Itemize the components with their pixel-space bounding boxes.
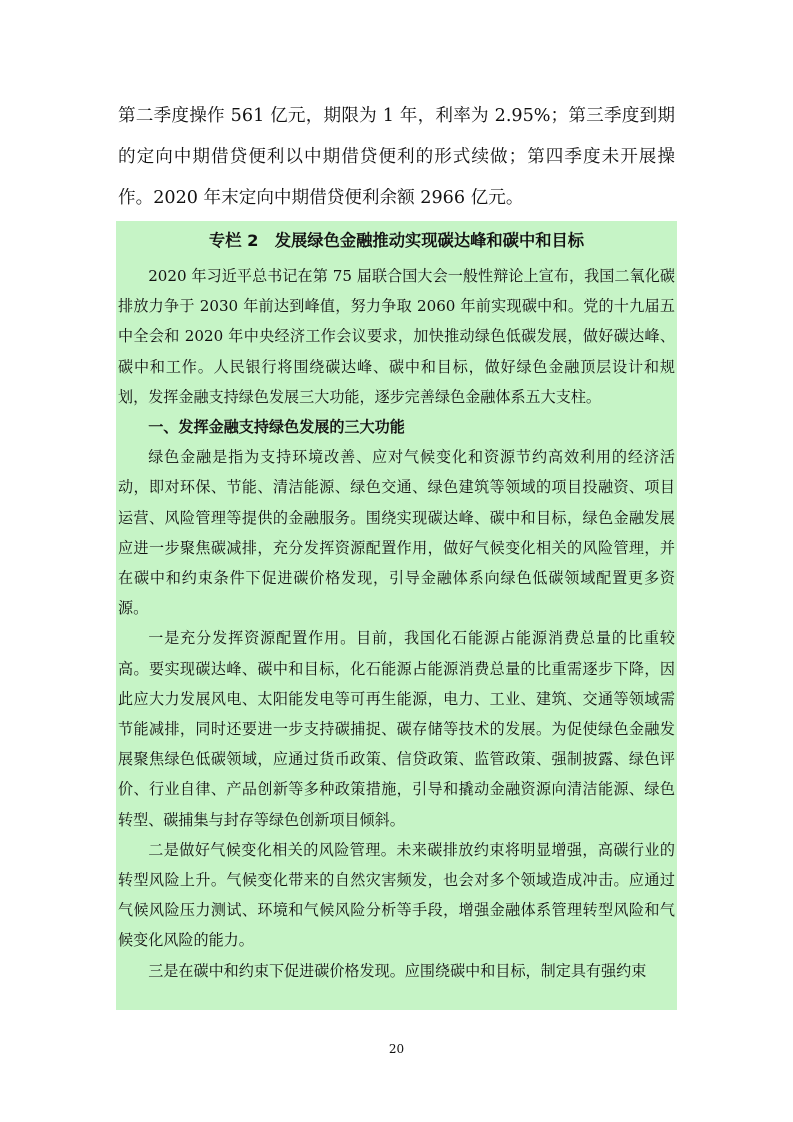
column-paragraph-1: 2020 年习近平总书记在第 75 届联合国大会一般性辩论上宣布，我国二氧化碳排放力争于 2030 年前达到峰值，努力争取 2060 年前实现碳中和。党的十九届五中全会和 2020 年中央经济工作会议要求，加快推动绿色低碳发展，做好碳达峰、碳中和工作。人民银行将围绕碳达峰、碳中和目标，做好绿色金融顶层设计和规划，发挥金融支持绿色发展三大功能，逐步完善绿色金融体系五大支柱。 bbox=[118, 267, 675, 406]
column-title: 专栏 2 发展绿色金融推动实现碳达峰和碳中和目标 bbox=[208, 231, 585, 250]
intro-text bbox=[118, 96, 675, 219]
column-paragraph-5: 三是在碳中和约束下促进碳价格发现。应围绕碳中和目标，制定具有强约束 bbox=[148, 961, 647, 980]
page-number: 20 bbox=[388, 1042, 405, 1056]
column-paragraph-2: 绿色金融是指为支持环境改善、应对气候变化和资源节约高效利用的经济活动，即对环保、节能、清洁能源、绿色交通、绿色建筑等领域的项目投融资、项目运营、风险管理等提供的金融服务。围绕实现碳达峰、碳中和目标，绿色金融发展应进一步聚焦碳减排，充分发挥资源配置作用，做好气候变化相关的风险管理，并在碳中和约束条件下促进碳价格发现，引导金融体系向绿色低碳领域配置更多资源。 bbox=[118, 448, 675, 618]
column-box bbox=[116, 221, 677, 1010]
column-paragraph-3: 一是充分发挥资源配置作用。目前，我国化石能源占能源消费总量的比重较高。要实现碳达峰、碳中和目标，化石能源占能源消费总量的比重需逐步下降，因此应大力发展风电、太阳能发电等可再生能源，电力、工业、建筑、交通等领域需节能减排，同时还要进一步支持碳捕捉、碳存储等技术的发展。为促使绿色金融发展聚焦绿色低碳领域，应通过货币政策、信贷政策、监管政策、强制披露、绿色评价、行业自律、产品创新等多种政策措施，引导和撬动金融资源向清洁能源、绿色转型、碳捕集与封存等绿色创新项目倾斜。 bbox=[118, 629, 675, 829]
section-heading: 一、发挥金融支持绿色发展的三大功能 bbox=[148, 418, 405, 437]
intro-paragraph: 第二季度操作 561 亿元，期限为 1 年，利率为 2.95%；第三季度到期的定向中期借贷便利以中期借贷便利的形式续做；第四季度未开展操作。2020 年末定向中期借贷便利余额 2966 亿元。 bbox=[118, 106, 675, 208]
column-paragraph-4: 二是做好气候变化相关的风险管理。未来碳排放约束将明显增强，高碳行业的转型风险上升。气候变化带来的自然灾害频发，也会对多个领域造成冲击。应通过气候风险压力测试、环境和气候风险分析等手段，增强金融体系管理转型风险和气候变化风险的能力。 bbox=[118, 840, 675, 950]
